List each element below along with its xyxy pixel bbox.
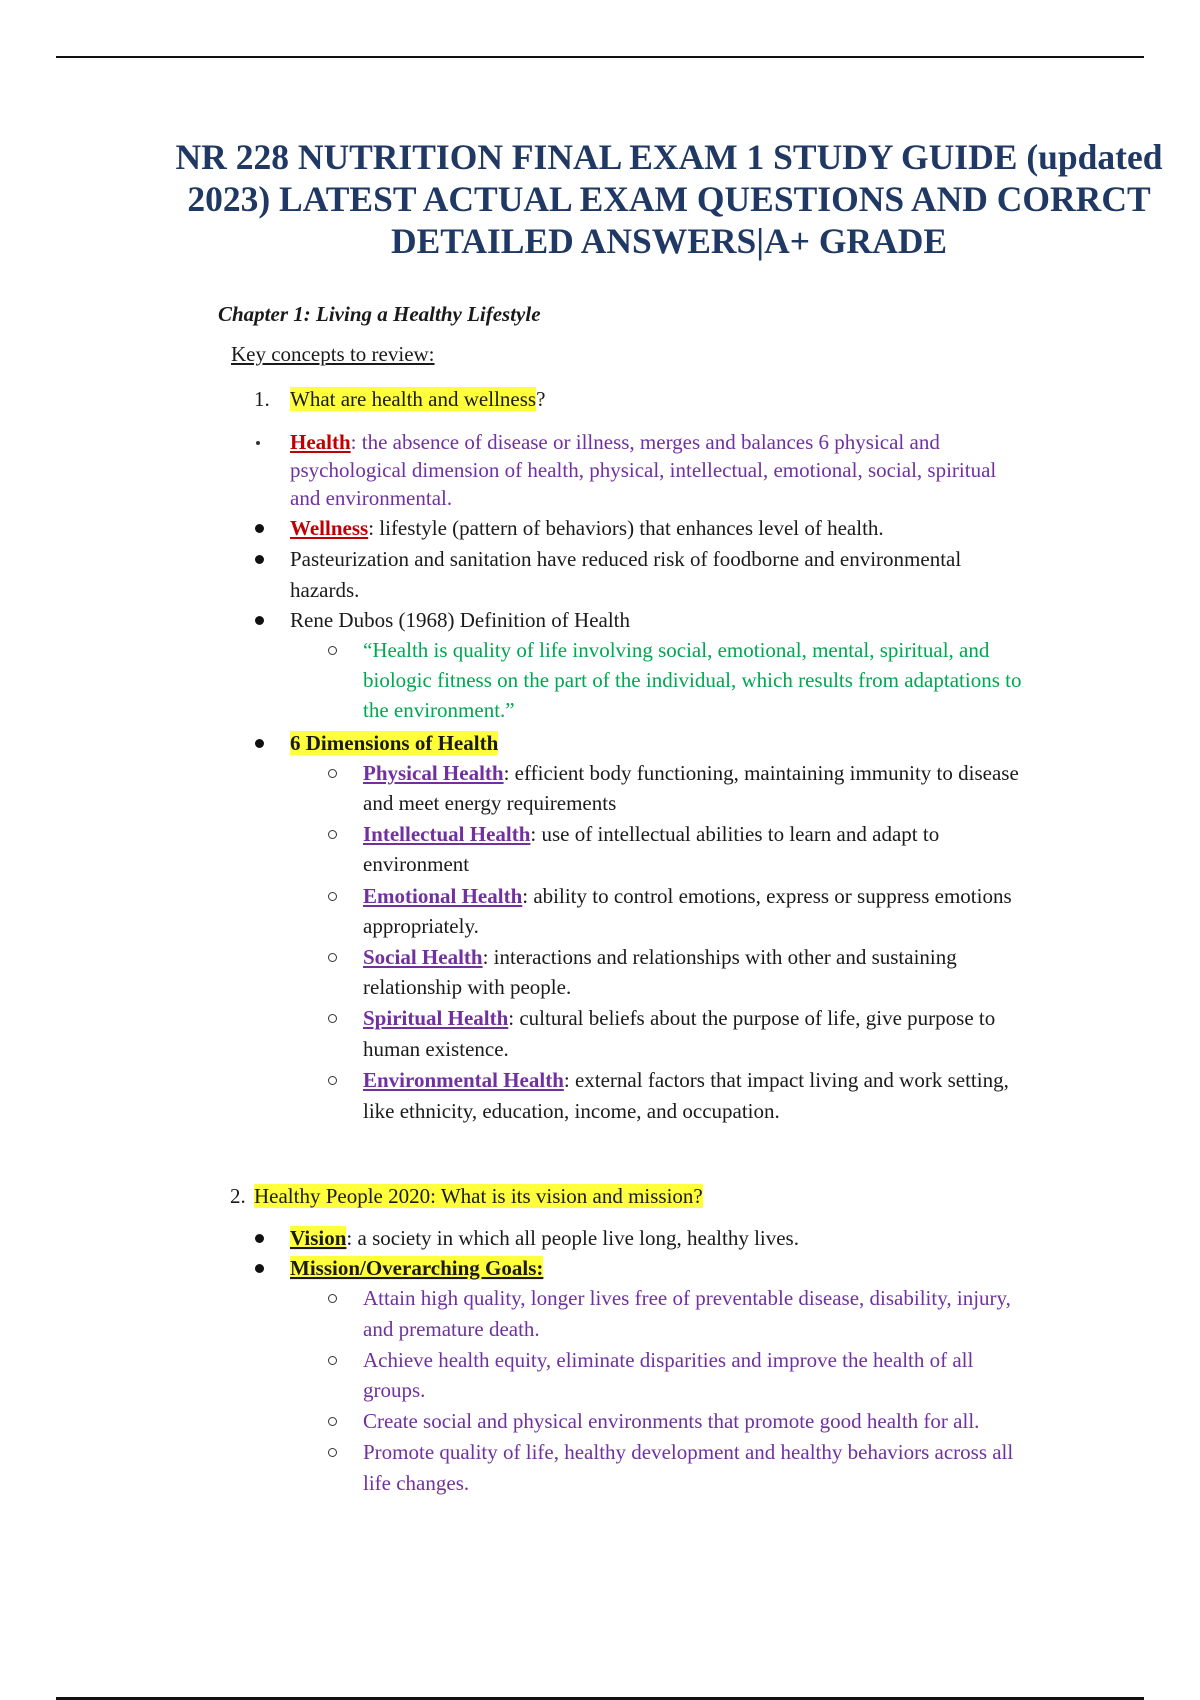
goal-2-line-1: Achieve health equity, eliminate disparities and improve the health of all xyxy=(363,1348,974,1372)
health-definition-line-2: psychological dimension of health, physical, intellectual, emotional, social, spiritual xyxy=(290,458,997,482)
question-1-number: 1. xyxy=(254,387,270,411)
dimension-social: Social Health: interactions and relationships with other and sustaining xyxy=(363,945,957,969)
circle-bullet xyxy=(328,1014,337,1023)
health-term: Health xyxy=(290,430,351,454)
bullet-dot xyxy=(255,1234,264,1243)
chapter-heading: Chapter 1: Living a Healthy Lifestyle xyxy=(218,302,541,326)
dubos-heading: Rene Dubos (1968) Definition of Health xyxy=(290,608,631,632)
question-1-text: What are health and wellness xyxy=(290,387,537,411)
goal-4-line-2: life changes. xyxy=(363,1471,470,1495)
dimension-physical-line-2: and meet energy requirements xyxy=(363,791,617,815)
health-definition: Health: the absence of disease or illness, merges and balances 6 physical and xyxy=(290,430,940,454)
bullet-dot xyxy=(255,739,264,748)
key-concepts-label: Key concepts to review: xyxy=(231,342,435,366)
wellness-term: Wellness xyxy=(290,516,369,540)
goal-4-line-1: Promote quality of life, healthy development and healthy behaviors across all xyxy=(363,1440,1014,1464)
dubos-quote-line-2: biologic fitness on the part of the individual, which results from adaptations to xyxy=(363,668,1022,692)
bullet-dot xyxy=(255,524,264,533)
top-rule xyxy=(56,56,1144,58)
health-definition-line-3: and environmental. xyxy=(290,486,453,510)
dimension-intellectual-line-2: environment xyxy=(363,852,470,876)
dimension-spiritual: Spiritual Health: cultural beliefs about the purpose of life, give purpose to xyxy=(363,1006,996,1030)
goal-1-line-2: and premature death. xyxy=(363,1317,540,1341)
vision-definition: Vision: a society in which all people live long, healthy lives. xyxy=(290,1226,799,1250)
dimension-physical: Physical Health: efficient body functioning, maintaining immunity to disease xyxy=(363,761,1019,785)
dimension-environmental-line-2: like ethnicity, education, income, and occupation. xyxy=(363,1099,780,1123)
goal-1-line-1: Attain high quality, longer lives free of preventable disease, disability, injury, xyxy=(363,1286,1011,1310)
dimension-emotional: Emotional Health: ability to control emotions, express or suppress emotions xyxy=(363,884,1012,908)
dimension-intellectual: Intellectual Health: use of intellectual abilities to learn and adapt to xyxy=(363,822,940,846)
question-2 xyxy=(254,1181,703,1211)
bullet-dot xyxy=(256,441,260,445)
dubos-quote-line-1: “Health is quality of life involving social, emotional, mental, spiritual, and xyxy=(363,638,990,662)
dimension-social-line-2: relationship with people. xyxy=(363,975,572,999)
dimension-spiritual-line-2: human existence. xyxy=(363,1037,509,1061)
dimension-environmental: Environmental Health: external factors that impact living and work setting, xyxy=(363,1068,1009,1092)
question-1: What are health and wellness? xyxy=(290,387,546,411)
bullet-dot xyxy=(255,555,264,564)
dimension-emotional-line-2: appropriately. xyxy=(363,914,479,938)
circle-bullet xyxy=(328,1417,337,1426)
goal-2-line-2: groups. xyxy=(363,1378,426,1402)
circle-bullet xyxy=(328,892,337,901)
circle-bullet xyxy=(328,1356,337,1365)
pasteurization-line-1: Pasteurization and sanitation have reduced risk of foodborne and environmental xyxy=(290,547,962,571)
dubos-quote-line-3: the environment.” xyxy=(363,698,515,722)
circle-bullet xyxy=(328,953,337,962)
question-2-number: 2. xyxy=(230,1184,246,1208)
document-title: NR 228 NUTRITION FINAL EXAM 1 STUDY GUIDE (updated 2023) LATEST ACTUAL EXAM QUESTIONS AND CORRCT DETAILED ANSWERS|A+ GRADE xyxy=(175,137,1163,261)
circle-bullet xyxy=(328,646,337,655)
bullet-dot xyxy=(255,616,264,625)
circle-bullet xyxy=(328,1294,337,1303)
wellness-definition: Wellness: lifestyle (pattern of behaviors) that enhances level of health. xyxy=(290,516,884,540)
mission-heading: Mission/Overarching Goals: xyxy=(290,1256,544,1280)
goal-3-line-1: Create social and physical environments that promote good health for all. xyxy=(363,1409,980,1433)
bullet-dot xyxy=(255,1264,264,1273)
circle-bullet xyxy=(328,769,337,778)
circle-bullet xyxy=(328,830,337,839)
dimensions-heading: 6 Dimensions of Health xyxy=(290,731,499,755)
circle-bullet xyxy=(328,1448,337,1457)
circle-bullet xyxy=(328,1076,337,1085)
pasteurization-line-2: hazards. xyxy=(290,578,360,602)
question-2-text: Healthy People 2020: What is its vision and mission? xyxy=(254,1184,703,1208)
